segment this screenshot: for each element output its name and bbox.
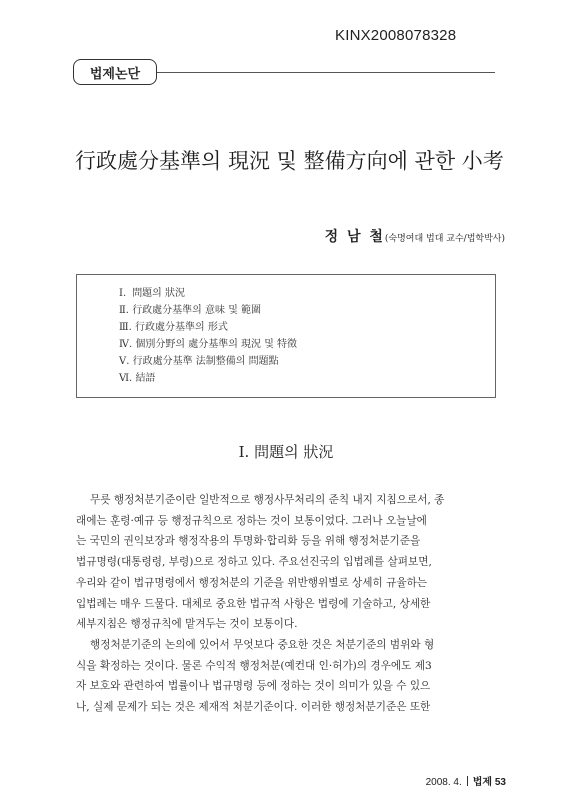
toc-item (119, 285, 495, 302)
toc-item-number: Ⅰ. (119, 288, 127, 299)
toc-item-number: Ⅲ. (119, 322, 132, 333)
toc-item-number: Ⅵ. (119, 373, 133, 384)
toc-item-number: Ⅴ. (119, 356, 130, 367)
document-id: KINX2008078328 (335, 27, 457, 44)
toc-item-number: Ⅱ. (119, 305, 129, 316)
author-line (310, 226, 505, 248)
page-footer (380, 773, 506, 789)
author-name: 정 남 철 (324, 229, 385, 245)
toc-item-text: 結語 (135, 373, 156, 384)
text-line: 래에는 훈령·예규 등 행정규칙으로 정하는 것이 보통이었다. 그러나 오늘날에 (76, 514, 427, 527)
toc-item (119, 370, 495, 387)
toc-item-number: Ⅳ. (119, 339, 133, 350)
section-tag: 법제논단 (73, 59, 157, 85)
text-line: 입법례는 매우 드물다. 대체로 중요한 법규적 사항은 법령에 기술하고, 상세한 (76, 597, 431, 610)
text-line: 법규명령(대통령령, 부령)으로 정하고 있다. 주요선진국의 입법례를 살펴보면, (76, 556, 432, 569)
paragraph (76, 490, 496, 635)
text-line: 행정처분기준의 논의에 있어서 무엇보다 중요한 것은 처분기준의 범위와 형 (90, 638, 435, 651)
toc-item (119, 319, 495, 336)
toc-item-text: 行政處分基準의 形式 (135, 322, 228, 333)
toc-item-text: 行政處分基準 法制整備의 問題點 (132, 356, 279, 367)
text-line: 무릇 행정처분기준이란 일반적으로 행정사무처리의 준칙 내지 지침으로서, 종 (90, 494, 445, 506)
text-line: 식을 확정하는 것이다. 물론 수익적 행정처분(예컨대 인·허가)의 경우에도 제3 (76, 659, 432, 672)
paragraph (76, 635, 496, 718)
text-line: 는 국민의 권익보장과 행정작용의 투명화·합리화 등을 위해 행정처분기준을 (76, 535, 421, 548)
toc-item (119, 302, 495, 319)
text-line: 우리와 같이 법규명령에서 행정처분의 기준을 위반행위별로 상세히 규율하는 (76, 576, 428, 589)
table-of-contents (76, 274, 496, 398)
section-heading: Ⅰ. 問題의 狀況 (238, 443, 334, 461)
journal-name: 법제 (472, 777, 493, 788)
body-text (76, 490, 496, 740)
toc-item-text: 問題의 狀況 (132, 288, 186, 299)
text-line: 세부지침은 행정규칙에 맡겨두는 것이 보통이다. (76, 618, 298, 631)
footer-divider (467, 776, 468, 786)
header-rule (157, 72, 495, 73)
text-line: 자 보호와 관련하여 법률이나 법규명령 등에 정하는 것이 의미가 있을 수 있으 (76, 680, 431, 693)
text-line: 나, 실제 문제가 되는 것은 제재적 처분기준이다. 이러한 행정처분기준은 또한 (76, 701, 431, 714)
issue-date: 2008. 4. (425, 777, 462, 788)
page-number: 53 (494, 777, 506, 788)
author-affiliation: (숙명여대 법대 교수/법학박사) (384, 234, 505, 244)
toc-item (119, 336, 495, 353)
article-title: 行政處分基準의 現況 및 整備方向에 관한 小考 (75, 149, 504, 173)
toc-item (119, 353, 495, 370)
toc-item-text: 行政處分基準의 意味 및 範圍 (132, 305, 262, 316)
toc-item-text: 個別分野의 處分基準의 現況 및 特徵 (135, 339, 298, 350)
